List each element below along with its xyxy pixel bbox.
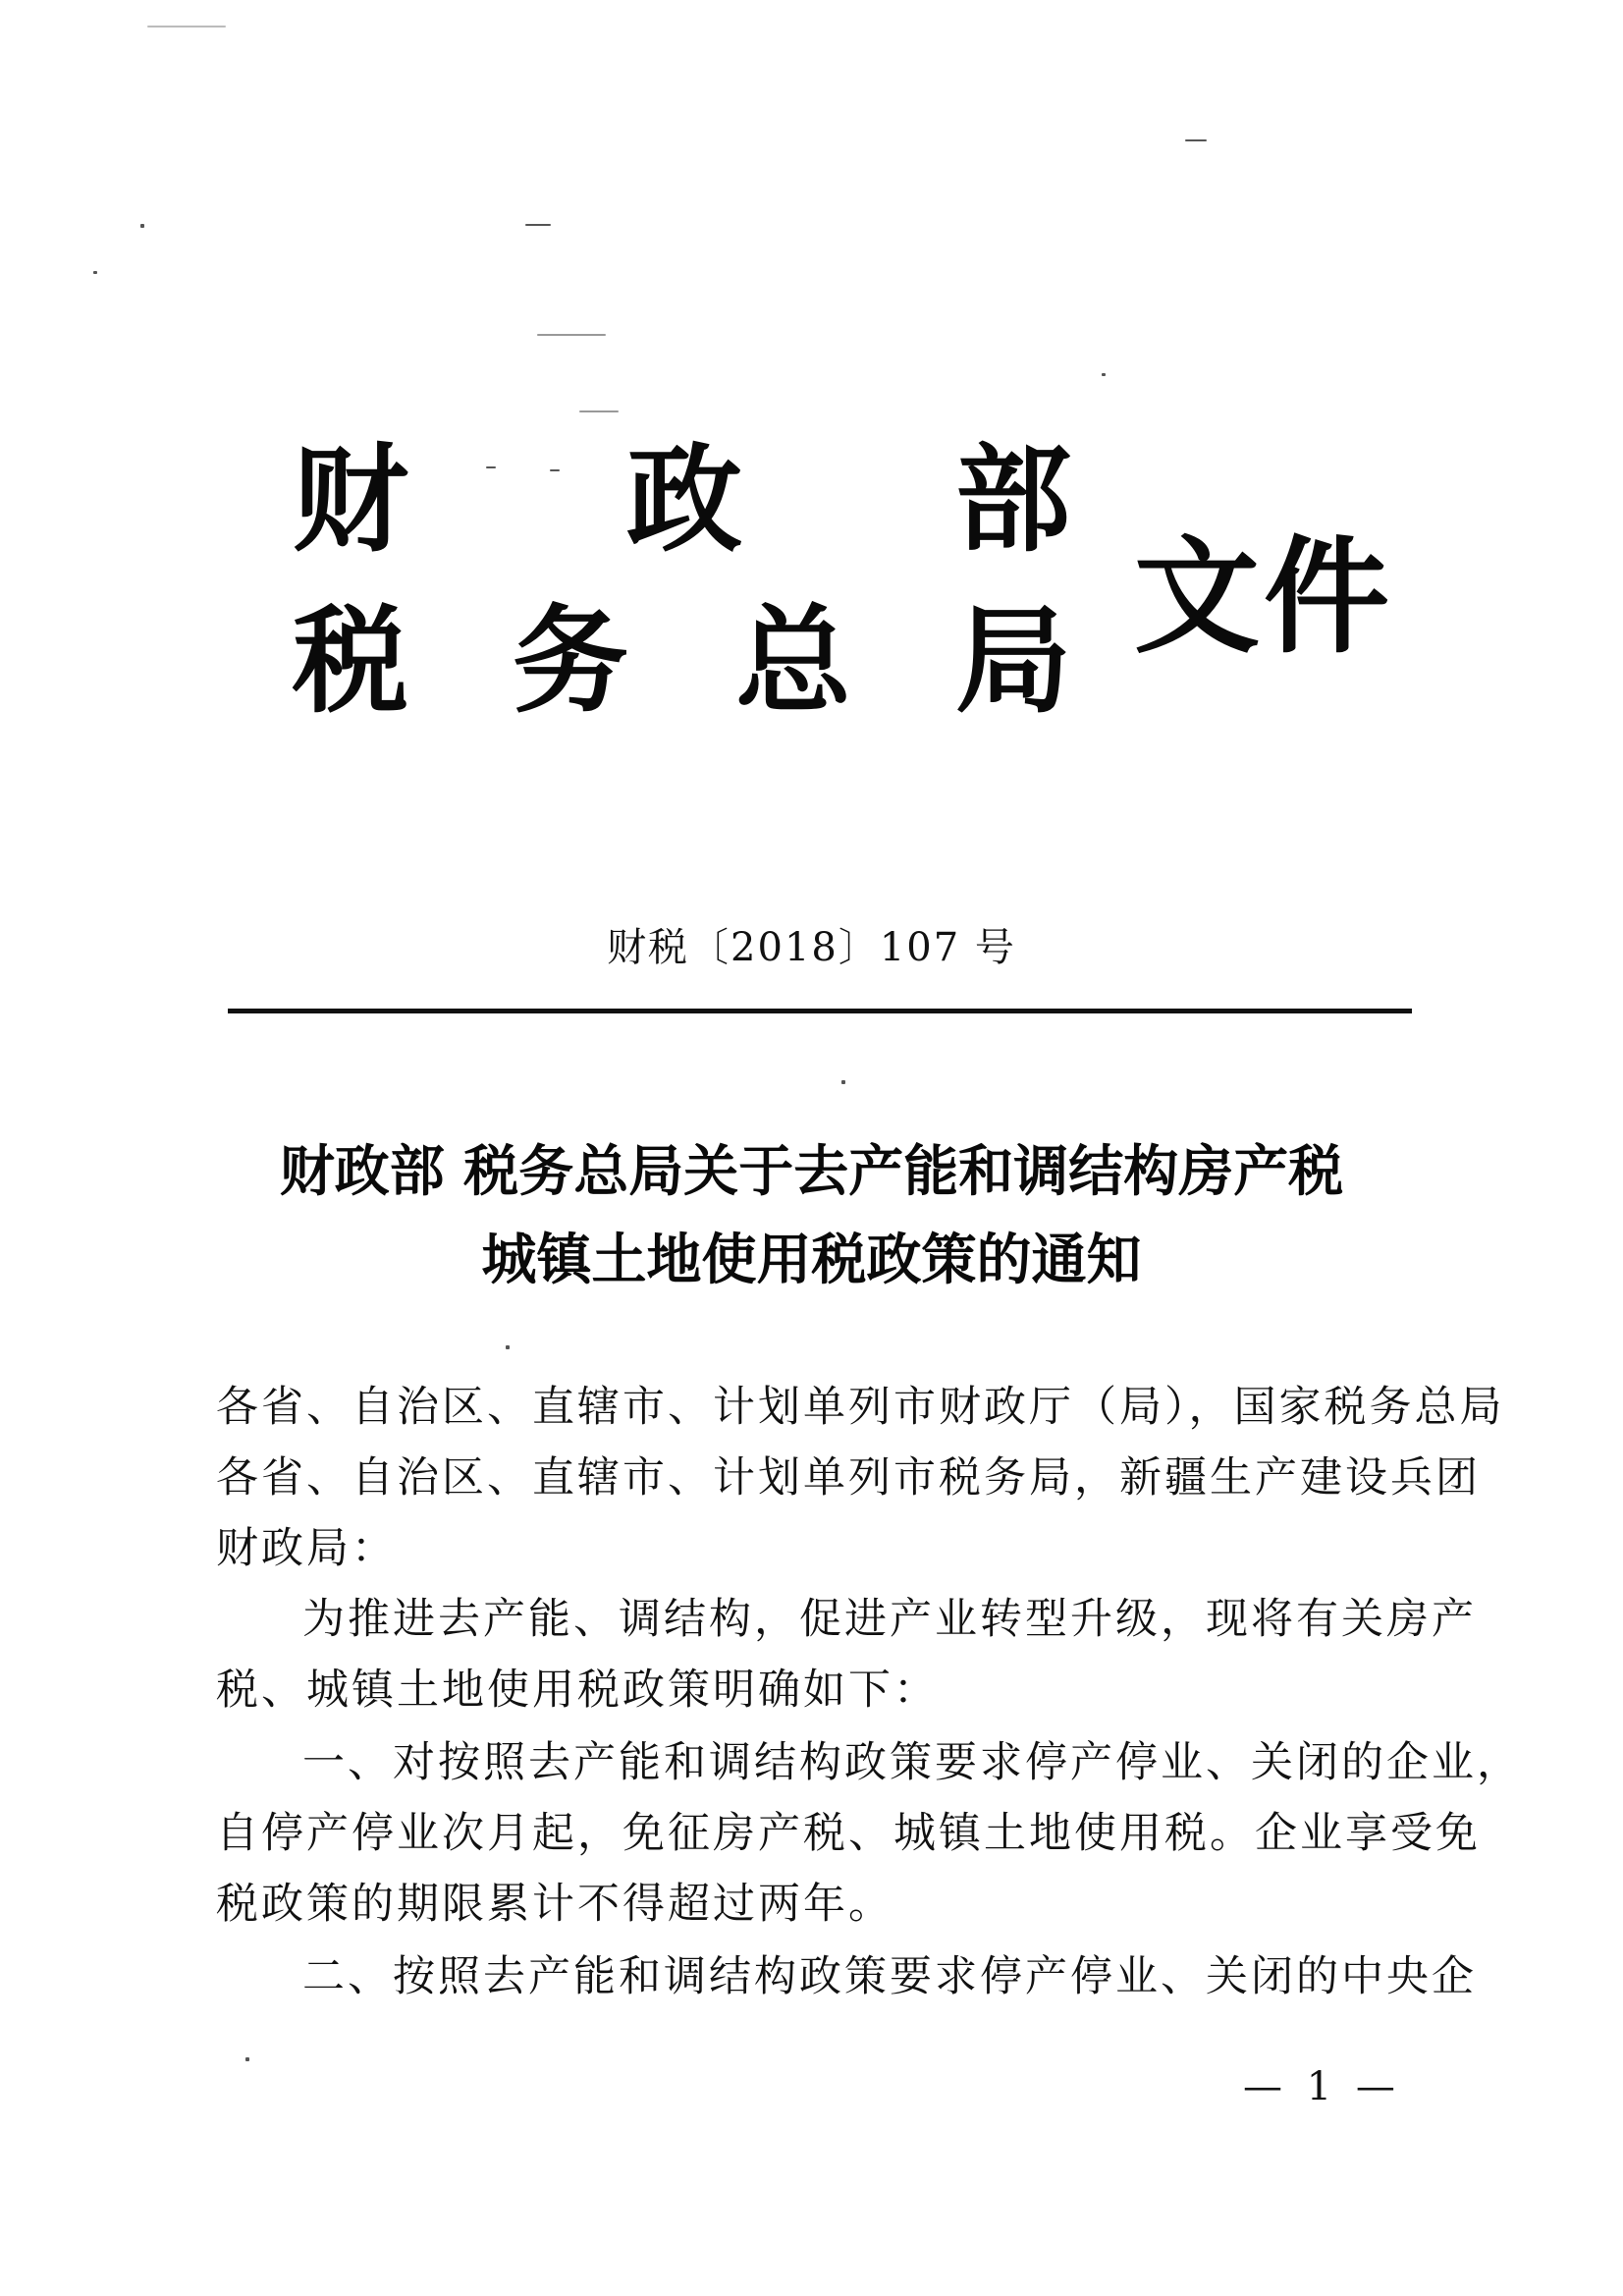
header-org-char: 局 bbox=[955, 593, 1072, 729]
recipient-line: 各省、自治区、直辖市、计划单列市财政厅（局），国家税务总局 bbox=[216, 1383, 1505, 1432]
header-doc-type: 文件 bbox=[1134, 524, 1394, 671]
header-org-char: 部 bbox=[955, 432, 1072, 568]
document-title-line: 城镇土地使用税政策的通知 bbox=[481, 1229, 1142, 1292]
scan-speck bbox=[1102, 373, 1106, 376]
scan-speck bbox=[93, 271, 97, 274]
scan-speck bbox=[537, 334, 606, 336]
header-org-char: 务 bbox=[513, 593, 629, 729]
scan-speck bbox=[525, 224, 551, 226]
scan-speck bbox=[486, 466, 496, 468]
scan-speck bbox=[140, 224, 144, 228]
scan-speck bbox=[147, 26, 226, 27]
scan-speck bbox=[1185, 139, 1207, 141]
page-number: — 1 — bbox=[1243, 2064, 1401, 2109]
scan-speck bbox=[506, 1345, 510, 1349]
recipient-line: 财政局： bbox=[216, 1524, 397, 1573]
scan-speck bbox=[841, 1080, 845, 1084]
scan-speck bbox=[550, 469, 560, 471]
header-org-char: 税 bbox=[293, 593, 409, 729]
clause-line: 自停产停业次月起，免征房产税、城镇土地使用税。企业享受免 bbox=[216, 1809, 1481, 1858]
clause-line: 二、按照去产能和调结构政策要求停产停业、关闭的中央企 bbox=[302, 1952, 1477, 2001]
document-number: 财税〔2018〕107 号 bbox=[607, 925, 1016, 970]
header-org-char: 总 bbox=[735, 593, 852, 729]
header-separator-line bbox=[228, 1009, 1412, 1013]
clause-line: 税政策的期限累计不得超过两年。 bbox=[216, 1880, 893, 1929]
body-paragraph-line: 税、城镇土地使用税政策明确如下： bbox=[216, 1666, 939, 1715]
header-org-char: 财 bbox=[293, 432, 409, 568]
scan-speck bbox=[245, 2057, 249, 2061]
header-org-char: 政 bbox=[626, 432, 743, 568]
clause-line: 一、对按照去产能和调结构政策要求停产停业、关闭的企业， bbox=[302, 1738, 1522, 1787]
scan-speck bbox=[579, 410, 619, 412]
recipient-line: 各省、自治区、直辖市、计划单列市税务局，新疆生产建设兵团 bbox=[216, 1453, 1481, 1503]
body-paragraph-line: 为推进去产能、调结构，促进产业转型升级，现将有关房产 bbox=[302, 1595, 1477, 1644]
document-title-line: 财政部 税务总局关于去产能和调结构房产税 bbox=[279, 1140, 1344, 1204]
